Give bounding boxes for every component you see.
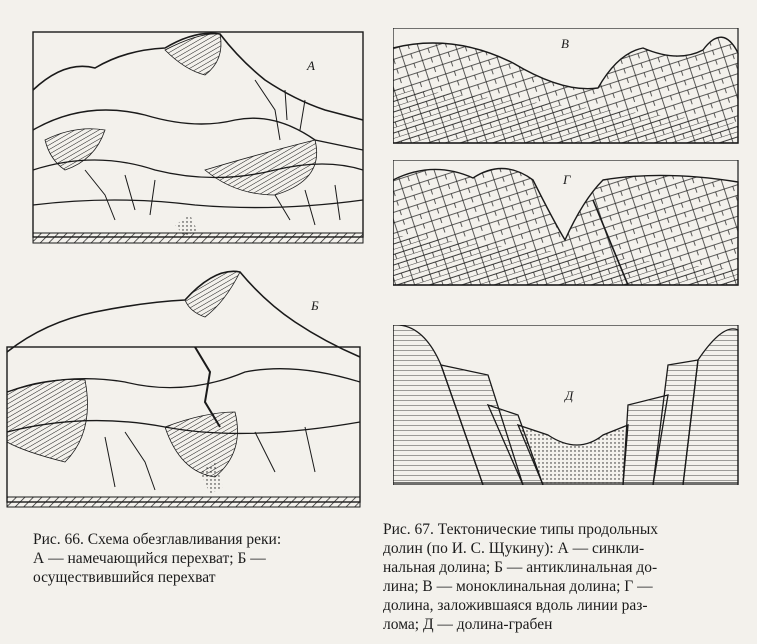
- figure-67-caption-line-6: лома; Д — долина-грабен: [383, 616, 553, 633]
- figure-67d: [393, 325, 743, 485]
- figure-66-caption-line-2: А — намечающийся перехват; Б —: [33, 550, 266, 567]
- figure-67g: [393, 160, 743, 290]
- figure-67v: [393, 28, 743, 148]
- figure-67-caption-line-4: лина; В — моноклинальная долина; Г —: [383, 578, 653, 595]
- figure-67-caption-line-2: долин (по И. С. Щукину): А — синкли-: [383, 540, 645, 557]
- figure-66a-illustration: [25, 20, 370, 255]
- figure-66-caption-line-3: осуществившийся перехват: [33, 569, 216, 586]
- figure-67-caption-line-5: долина, заложившаяся вдоль линии раз-: [383, 597, 648, 614]
- figure-67d-label: Д: [565, 388, 574, 403]
- figure-67-caption-line-1: Рис. 67. Тектонические типы продольных: [383, 521, 659, 538]
- bleed-through-text: [40, 0, 43, 15]
- figure-67-caption-line-3: нальная долина; Б — антиклинальная до-: [383, 559, 658, 576]
- figure-67-caption: [383, 520, 753, 634]
- figure-66b-label: Б: [311, 298, 319, 313]
- figure-66a: [25, 20, 370, 255]
- figure-67d-illustration: [393, 325, 743, 485]
- figure-66a-label: А: [307, 58, 315, 73]
- figure-67v-label: В: [561, 36, 569, 51]
- figure-66-caption-line-1: Рис. 66. Схема обезглавливания реки:: [33, 531, 282, 548]
- figure-66b: [5, 262, 370, 512]
- figure-67g-label: Г: [563, 172, 571, 187]
- figure-66-caption: [33, 530, 368, 587]
